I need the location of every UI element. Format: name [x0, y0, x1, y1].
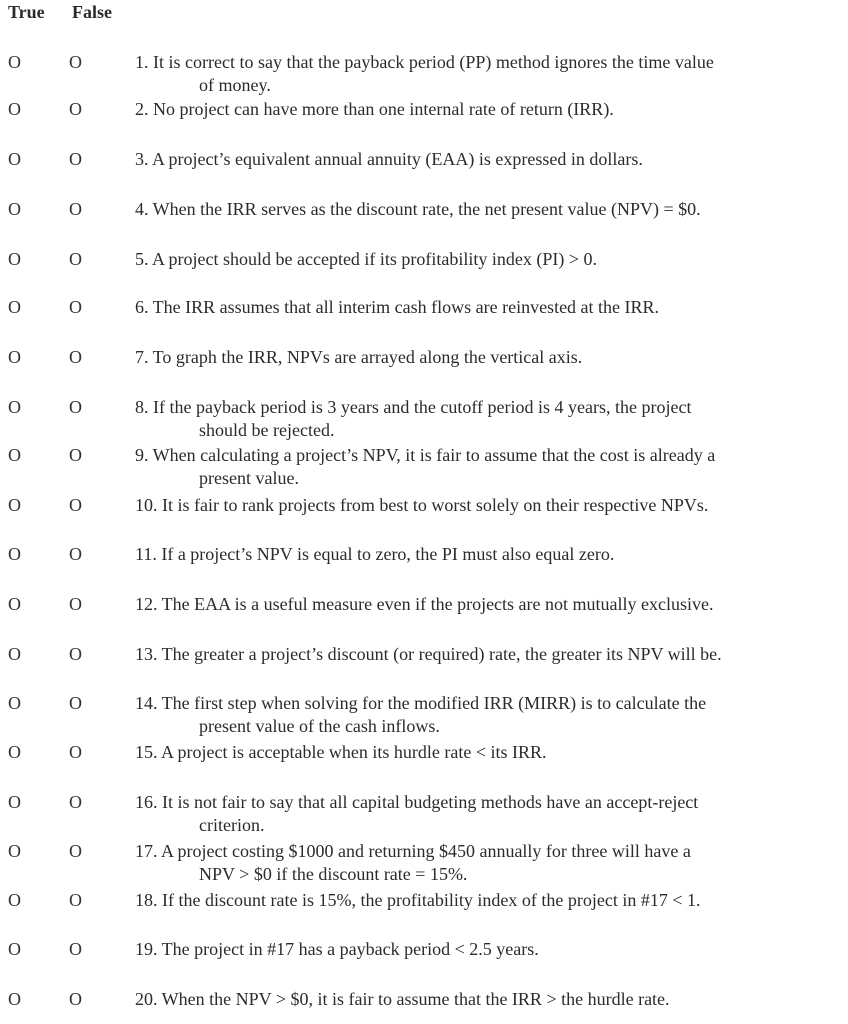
- question-line: 14. The first step when solving for the modified IRR (MIRR) is to calculate the: [135, 693, 707, 713]
- true-radio-option[interactable]: O: [8, 99, 21, 119]
- false-column-label: False: [72, 2, 112, 22]
- false-radio-option[interactable]: O: [69, 594, 82, 614]
- false-radio-option[interactable]: O: [69, 693, 82, 713]
- true-radio-option[interactable]: O: [8, 693, 21, 713]
- true-radio-option[interactable]: O: [8, 347, 21, 367]
- question-continuation-line: present value.: [199, 468, 299, 488]
- false-radio-option[interactable]: O: [69, 989, 82, 1009]
- false-radio-option[interactable]: O: [69, 742, 82, 762]
- false-radio-option[interactable]: O: [69, 445, 82, 465]
- question-text: [135, 543, 845, 566]
- question-line: 3. A project’s equivalent annual annuity (EAA) is expressed in dollars.: [135, 149, 643, 169]
- question-line: 13. The greater a project’s discount (or required) rate, the greater its NPV will be.: [135, 644, 722, 664]
- true-radio-option[interactable]: O: [8, 397, 21, 417]
- question-text: [135, 148, 845, 171]
- false-radio-option[interactable]: O: [69, 841, 82, 861]
- false-radio-option[interactable]: O: [69, 52, 82, 72]
- question-line: 18. If the discount rate is 15%, the profitability index of the project in #17 < 1.: [135, 890, 701, 910]
- question-text: [135, 988, 845, 1011]
- false-radio-option[interactable]: O: [69, 792, 82, 812]
- true-radio-option[interactable]: O: [8, 841, 21, 861]
- question-text: [135, 593, 845, 616]
- false-radio-option[interactable]: O: [69, 890, 82, 910]
- question-continuation-line: present value of the cash inflows.: [199, 716, 440, 736]
- question-continuation-line: NPV > $0 if the discount rate = 15%.: [199, 864, 468, 884]
- question-text: [135, 741, 845, 764]
- question-text: [135, 889, 845, 912]
- false-radio-option[interactable]: O: [69, 297, 82, 317]
- false-radio-option[interactable]: O: [69, 495, 82, 515]
- false-radio-option[interactable]: O: [69, 544, 82, 564]
- question-text: [135, 643, 845, 666]
- true-radio-option[interactable]: O: [8, 594, 21, 614]
- question-text: [135, 791, 845, 837]
- question-text: [135, 296, 845, 319]
- question-line: 2. No project can have more than one internal rate of return (IRR).: [135, 99, 614, 119]
- true-radio-option[interactable]: O: [8, 495, 21, 515]
- true-radio-option[interactable]: O: [8, 742, 21, 762]
- false-radio-option[interactable]: O: [69, 149, 82, 169]
- question-continuation-line: should be rejected.: [199, 420, 335, 440]
- true-radio-option[interactable]: O: [8, 199, 21, 219]
- question-text: [135, 346, 845, 369]
- question-text: [135, 444, 845, 490]
- true-radio-option[interactable]: O: [8, 297, 21, 317]
- question-line: 17. A project costing $1000 and returning $450 annually for three will have a: [135, 841, 691, 861]
- question-line: 10. It is fair to rank projects from best to worst solely on their respective NPVs.: [135, 495, 709, 515]
- true-radio-option[interactable]: O: [8, 52, 21, 72]
- question-continuation-line: of money.: [199, 75, 271, 95]
- true-column-label: True: [8, 2, 45, 22]
- question-line: 8. If the payback period is 3 years and the cutoff period is 4 years, the project: [135, 397, 692, 417]
- false-radio-option[interactable]: O: [69, 347, 82, 367]
- question-line: 1. It is correct to say that the payback period (PP) method ignores the time value: [135, 52, 714, 72]
- question-text: [135, 494, 845, 517]
- question-text: [135, 840, 845, 886]
- question-text: [135, 938, 845, 961]
- false-radio-option[interactable]: O: [69, 249, 82, 269]
- question-text: [135, 396, 845, 442]
- true-radio-option[interactable]: O: [8, 644, 21, 664]
- question-line: 15. A project is acceptable when its hurdle rate < its IRR.: [135, 742, 547, 762]
- true-radio-option[interactable]: O: [8, 149, 21, 169]
- false-radio-option[interactable]: O: [69, 397, 82, 417]
- question-line: 20. When the NPV > $0, it is fair to assume that the IRR > the hurdle rate.: [135, 989, 670, 1009]
- question-line: 7. To graph the IRR, NPVs are arrayed along the vertical axis.: [135, 347, 583, 367]
- false-radio-option[interactable]: O: [69, 644, 82, 664]
- question-text: [135, 198, 845, 221]
- question-continuation-line: criterion.: [199, 815, 265, 835]
- question-line: 5. A project should be accepted if its profitability index (PI) > 0.: [135, 249, 598, 269]
- question-text: [135, 248, 845, 271]
- question-text: [135, 692, 845, 738]
- true-radio-option[interactable]: O: [8, 445, 21, 465]
- question-text: [135, 98, 845, 121]
- question-line: 11. If a project’s NPV is equal to zero, the PI must also equal zero.: [135, 544, 615, 564]
- false-radio-option[interactable]: O: [69, 99, 82, 119]
- question-text: [135, 51, 845, 97]
- question-line: 9. When calculating a project’s NPV, it is fair to assume that the cost is already a: [135, 445, 716, 465]
- question-line: 6. The IRR assumes that all interim cash flows are reinvested at the IRR.: [135, 297, 660, 317]
- false-radio-option[interactable]: O: [69, 199, 82, 219]
- true-radio-option[interactable]: O: [8, 939, 21, 959]
- true-radio-option[interactable]: O: [8, 249, 21, 269]
- question-line: 19. The project in #17 has a payback period < 2.5 years.: [135, 939, 539, 959]
- true-radio-option[interactable]: O: [8, 544, 21, 564]
- question-line: 4. When the IRR serves as the discount rate, the net present value (NPV) = $0.: [135, 199, 701, 219]
- false-radio-option[interactable]: O: [69, 939, 82, 959]
- true-radio-option[interactable]: O: [8, 989, 21, 1009]
- true-radio-option[interactable]: O: [8, 890, 21, 910]
- question-line: 16. It is not fair to say that all capital budgeting methods have an accept-reject: [135, 792, 699, 812]
- true-radio-option[interactable]: O: [8, 792, 21, 812]
- question-line: 12. The EAA is a useful measure even if the projects are not mutually exclusive.: [135, 594, 714, 614]
- answer-column-header: [0, 0, 200, 26]
